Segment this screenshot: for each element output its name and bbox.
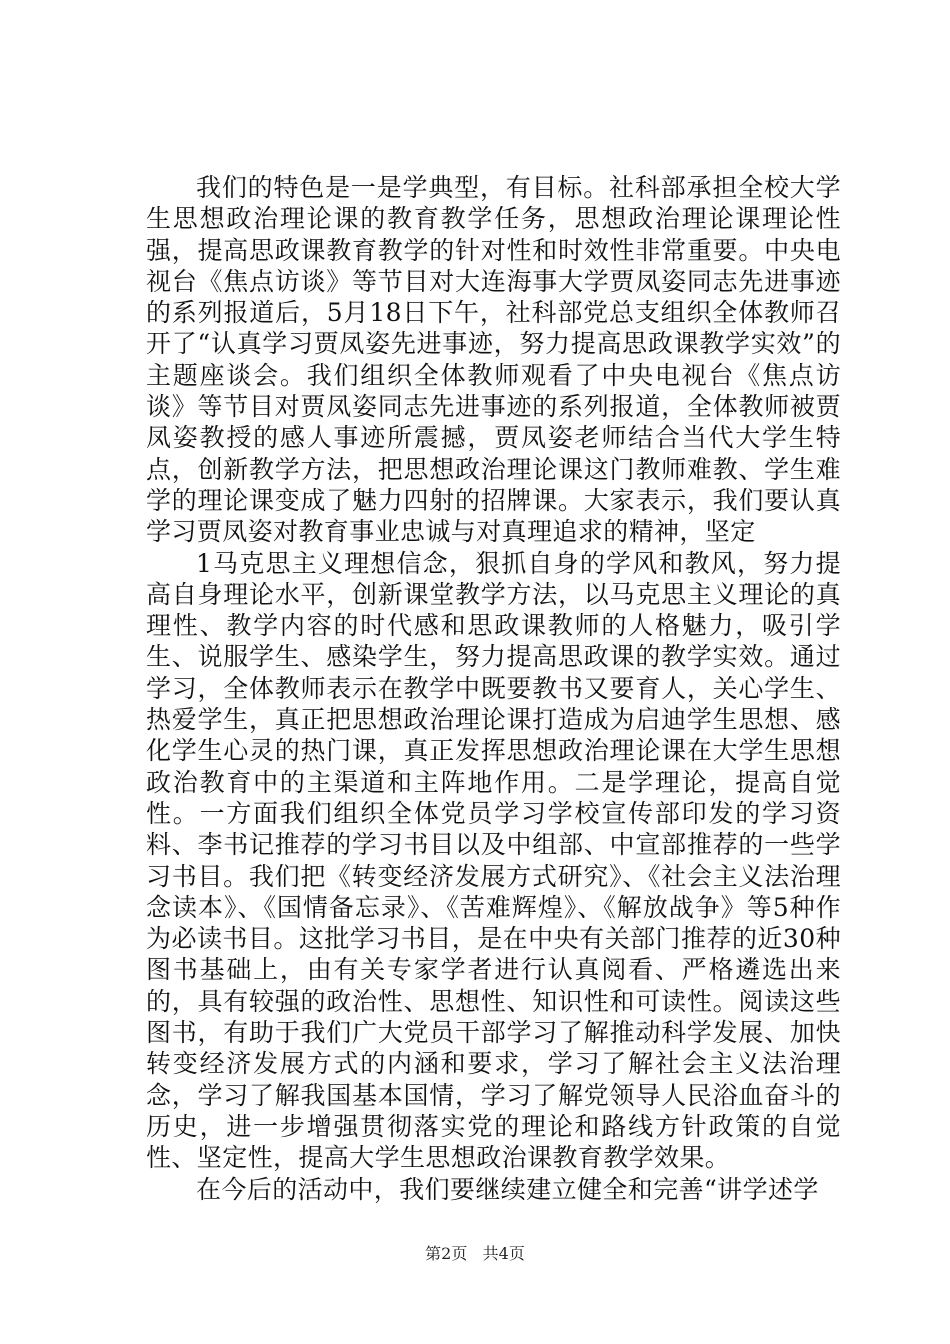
paragraph-3: 在今后的活动中，我们要继续建立健全和完善“讲学述学: [196, 1174, 819, 1204]
paragraph-1: 我们的特色是一是学典型，有目标。社科部承担全校大学生思想政治理论课的教育教学任务，思想政治理论课理论性强，提高思政课教育教学的针对性和时效性非常重要。中央电视台《焦点访谈》等节目对大连海事大学贾凤姿同志先进事迹的系列报道后，5月18日下午，社科部党总支组织全体教师召开了“认真学习贾凤姿先进事迹，努力提高思政课教学实效”的主题座谈会。我们组织全体教师观看了中央电视台《焦点访谈》等节目对贾凤姿同志先进事迹的系列报道，全体教师被贾凤姿教授的感人事迹所震撼，贾凤姿老师结合当代大学生特点，创新教学方法，把思想政治理论课这门教师难教、学生难学的理论课变成了魅力四射的招牌课。大家表示，我们要认真学习贾凤姿对教育事业忠诚与对真理追求的精神，坚定: [146, 173, 841, 547]
page-number-current: 第2页: [425, 1244, 468, 1263]
page-footer: [0, 1244, 950, 1264]
document-body: [146, 172, 841, 1205]
paragraph-2: 1马克思主义理想信念，狠抓自身的学风和教风，努力提高自身理论水平，创新课堂教学方法，以马克思主义理论的真理性、教学内容的时代感和思政课教师的人格魅力，吸引学生、说服学生、感染学生，努力提高思政课的教学实效。通过学习，全体教师表示在教学中既要教书又要育人，关心学生、热爱学生，真正把思想政治理论课打造成为启迪学生思想、感化学生心灵的热门课，真正发挥思想政治理论课在大学生思想政治教育中的主渠道和主阵地作用。二是学理论，提高自觉性。一方面我们组织全体党员学习学校宣传部印发的学习资料、李书记推荐的学习书目以及中组部、中宣部推荐的一些学习书目。我们把《转变经济发展方式研究》、《社会主义法治理念读本》、《国情备忘录》、《苦难辉煌》、《解放战争》等5种作为必读书目。这批学习书目，是在中央有关部门推荐的近30种图书基础上，由有关专家学者进行认真阅看、严格遴选出来的，具有较强的政治性、思想性、知识性和可读性。阅读这些图书，有助于我们广大党员干部学习了解推动科学发展、加快转变经济发展方式的内涵和要求，学习了解社会主义法治理念，学习了解我国基本国情，学习了解党领导人民浴血奋斗的历史，进一步增强贯彻落实党的理论和路线方针政策的自觉性、坚定性，提高大学生思想政治课教育教学效果。: [146, 548, 841, 1173]
page-number-total: 共4页: [482, 1244, 525, 1263]
